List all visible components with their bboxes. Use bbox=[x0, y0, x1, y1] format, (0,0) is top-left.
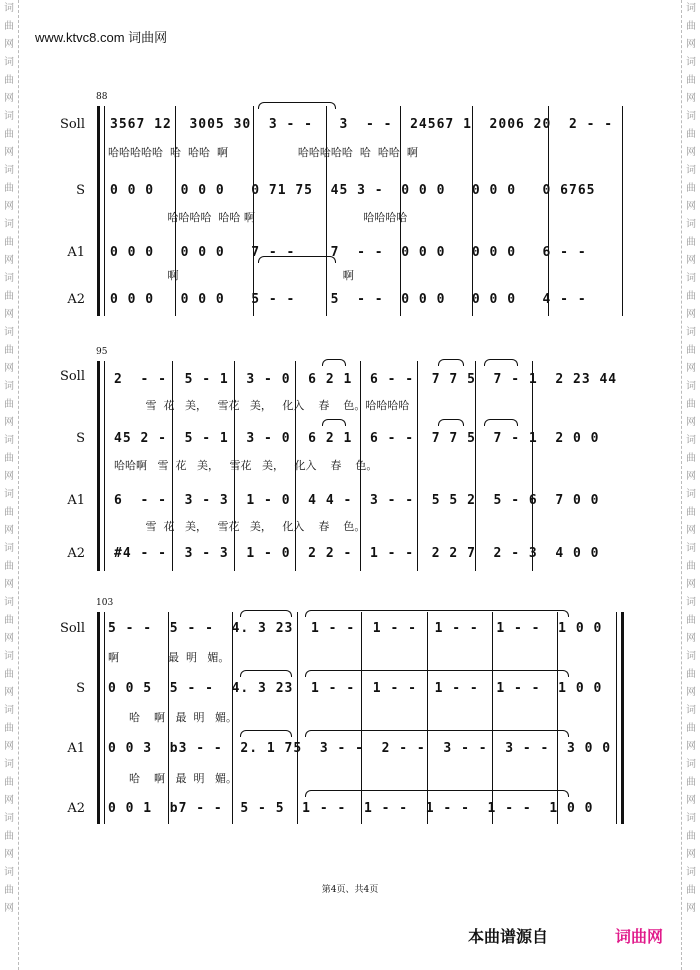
slur bbox=[305, 610, 569, 617]
slur bbox=[305, 670, 569, 677]
site-header: www.ktvc8.com 词曲网 bbox=[35, 30, 168, 45]
lyric-s: 哈哈哈哈 哈哈 啊 哈哈哈哈 bbox=[108, 211, 408, 224]
slur bbox=[438, 419, 464, 426]
measure-number: 103 bbox=[96, 598, 114, 608]
slur bbox=[240, 670, 292, 677]
barline bbox=[360, 361, 361, 571]
source-label: 本曲谱源自 bbox=[468, 929, 549, 946]
lyric-soll: 雪 花 美， 雪花 美， 化入 春 色。哈哈哈哈 bbox=[114, 399, 410, 412]
measure-number: 95 bbox=[96, 347, 108, 357]
side-divider-left bbox=[18, 0, 19, 970]
barline bbox=[557, 612, 558, 824]
part-label-a2: A2 bbox=[67, 292, 85, 307]
notes-a2: 0 0 1 b7 - - 5 - 5 1 - - 1 - - 1 - - 1 - - 1 0 0 bbox=[108, 801, 594, 816]
system-brace bbox=[97, 612, 100, 824]
notes-s: 0 0 0 0 0 0 0 71 75 45 3 - 0 0 0 0 0 0 0 6765 bbox=[110, 183, 596, 198]
barline bbox=[326, 106, 327, 316]
barline bbox=[168, 612, 169, 824]
notes-soll: 3567 12 3005 30 3 - - 3 - - 24567 1 2006 20 2 - - bbox=[110, 117, 614, 132]
lyric-a1: 雪 花 美， 雪花 美， 化入 春 色。 bbox=[114, 520, 366, 533]
barline bbox=[295, 361, 296, 571]
system-brace-thin bbox=[104, 106, 105, 316]
notes-a1: 6 - - 3 - 3 1 - 0 4 4 - 3 - - 5 5 2 5 - 6 7 0 0 bbox=[114, 493, 600, 508]
lyric-soll: 哈哈哈哈哈 哈 哈哈 啊 哈哈哈哈哈 哈 哈哈 啊 bbox=[108, 146, 418, 159]
part-label-soll: Soll bbox=[59, 621, 85, 636]
measure-number: 88 bbox=[96, 92, 108, 102]
barline bbox=[622, 106, 623, 316]
lyric-soll: 啊 最 明 媚。 bbox=[108, 651, 230, 664]
final-barline bbox=[621, 612, 624, 824]
slur bbox=[438, 359, 464, 366]
part-label-soll: Soll bbox=[59, 117, 85, 132]
slur bbox=[322, 359, 346, 366]
barline bbox=[532, 361, 533, 571]
lyric-s: 哈哈啊 雪 花 美， 雪花 美， 化入 春 色。 bbox=[114, 459, 378, 472]
side-watermark-left: 词曲网词曲网词曲网词曲网词曲网词曲网词曲网词曲网词曲网词曲网词曲网词曲网词曲网词曲网词曲网词曲网词曲网 bbox=[4, 3, 14, 914]
part-label-a1: A1 bbox=[67, 245, 85, 260]
notes-a2: #4 - - 3 - 3 1 - 0 2 2 - 1 - - 2 2 7 2 - 3 4 0 0 bbox=[114, 546, 600, 561]
notes-soll: 2 - - 5 - 1 3 - 0 6 2 1 6 - - 7 7 5 7 - 1 2 23 44 bbox=[114, 372, 618, 387]
barline bbox=[417, 361, 418, 571]
notes-s: 45 2 - 5 - 1 3 - 0 6 2 1 6 - - 7 7 5 7 - 1 2 0 0 bbox=[114, 431, 600, 446]
part-label-s: S bbox=[76, 183, 85, 198]
part-label-a2: A2 bbox=[67, 546, 85, 561]
notes-s: 0 0 5 5 - - 4. 3 23 1 - - 1 - - 1 - - 1 - - 1 0 0 bbox=[108, 681, 603, 696]
notes-a1: 0 0 0 0 0 0 7 - - 7 - - 0 0 0 0 0 0 6 - - bbox=[110, 245, 587, 260]
slur bbox=[305, 730, 569, 737]
side-watermark-right: 词曲网词曲网词曲网词曲网词曲网词曲网词曲网词曲网词曲网词曲网词曲网词曲网词曲网词曲网词曲网词曲网词曲网 bbox=[686, 3, 696, 914]
part-label-a1: A1 bbox=[67, 741, 85, 756]
barline bbox=[475, 361, 476, 571]
system-brace bbox=[97, 361, 100, 571]
lyric-a1: 啊 啊 bbox=[108, 269, 354, 282]
system-brace-thin bbox=[104, 612, 105, 824]
part-label-s: S bbox=[76, 681, 85, 696]
system-brace-thin bbox=[104, 361, 105, 571]
part-label-soll: Soll bbox=[59, 369, 85, 384]
slur bbox=[258, 256, 336, 263]
lyric-a1: 哈 啊 最 明 媚。 bbox=[108, 772, 237, 785]
barline bbox=[616, 612, 617, 824]
barline bbox=[232, 612, 233, 824]
slur bbox=[484, 359, 518, 366]
barline bbox=[548, 106, 549, 316]
barline bbox=[297, 612, 298, 824]
part-label-s: S bbox=[76, 431, 85, 446]
barline bbox=[400, 106, 401, 316]
barline bbox=[253, 106, 254, 316]
slur bbox=[484, 419, 518, 426]
page-footer: 第4页、共4页 bbox=[321, 885, 379, 895]
slur bbox=[240, 610, 292, 617]
part-label-a2: A2 bbox=[67, 801, 85, 816]
barline bbox=[492, 612, 493, 824]
barline bbox=[175, 106, 176, 316]
barline bbox=[361, 612, 362, 824]
notes-a1: 0 0 3 b3 - - 2. 1 75 3 - - 2 - - 3 - - 3 - - 3 0 0 bbox=[108, 741, 612, 756]
slur bbox=[258, 102, 336, 109]
side-divider-right bbox=[681, 0, 682, 970]
part-label-a1: A1 bbox=[67, 493, 85, 508]
slur bbox=[322, 419, 346, 426]
barline bbox=[234, 361, 235, 571]
barline bbox=[472, 106, 473, 316]
slur bbox=[240, 730, 292, 737]
lyric-s: 哈 啊 最 明 媚。 bbox=[108, 711, 237, 724]
notes-soll: 5 - - 5 - - 4. 3 23 1 - - 1 - - 1 - - 1 - - 1 0 0 bbox=[108, 621, 603, 636]
system-brace bbox=[97, 106, 100, 316]
barline bbox=[427, 612, 428, 824]
brand-link[interactable]: 词曲网 bbox=[615, 929, 664, 946]
slur bbox=[305, 790, 569, 797]
barline bbox=[172, 361, 173, 571]
notes-a2: 0 0 0 0 0 0 5 - - 5 - - 0 0 0 0 0 0 4 - - bbox=[110, 292, 587, 307]
